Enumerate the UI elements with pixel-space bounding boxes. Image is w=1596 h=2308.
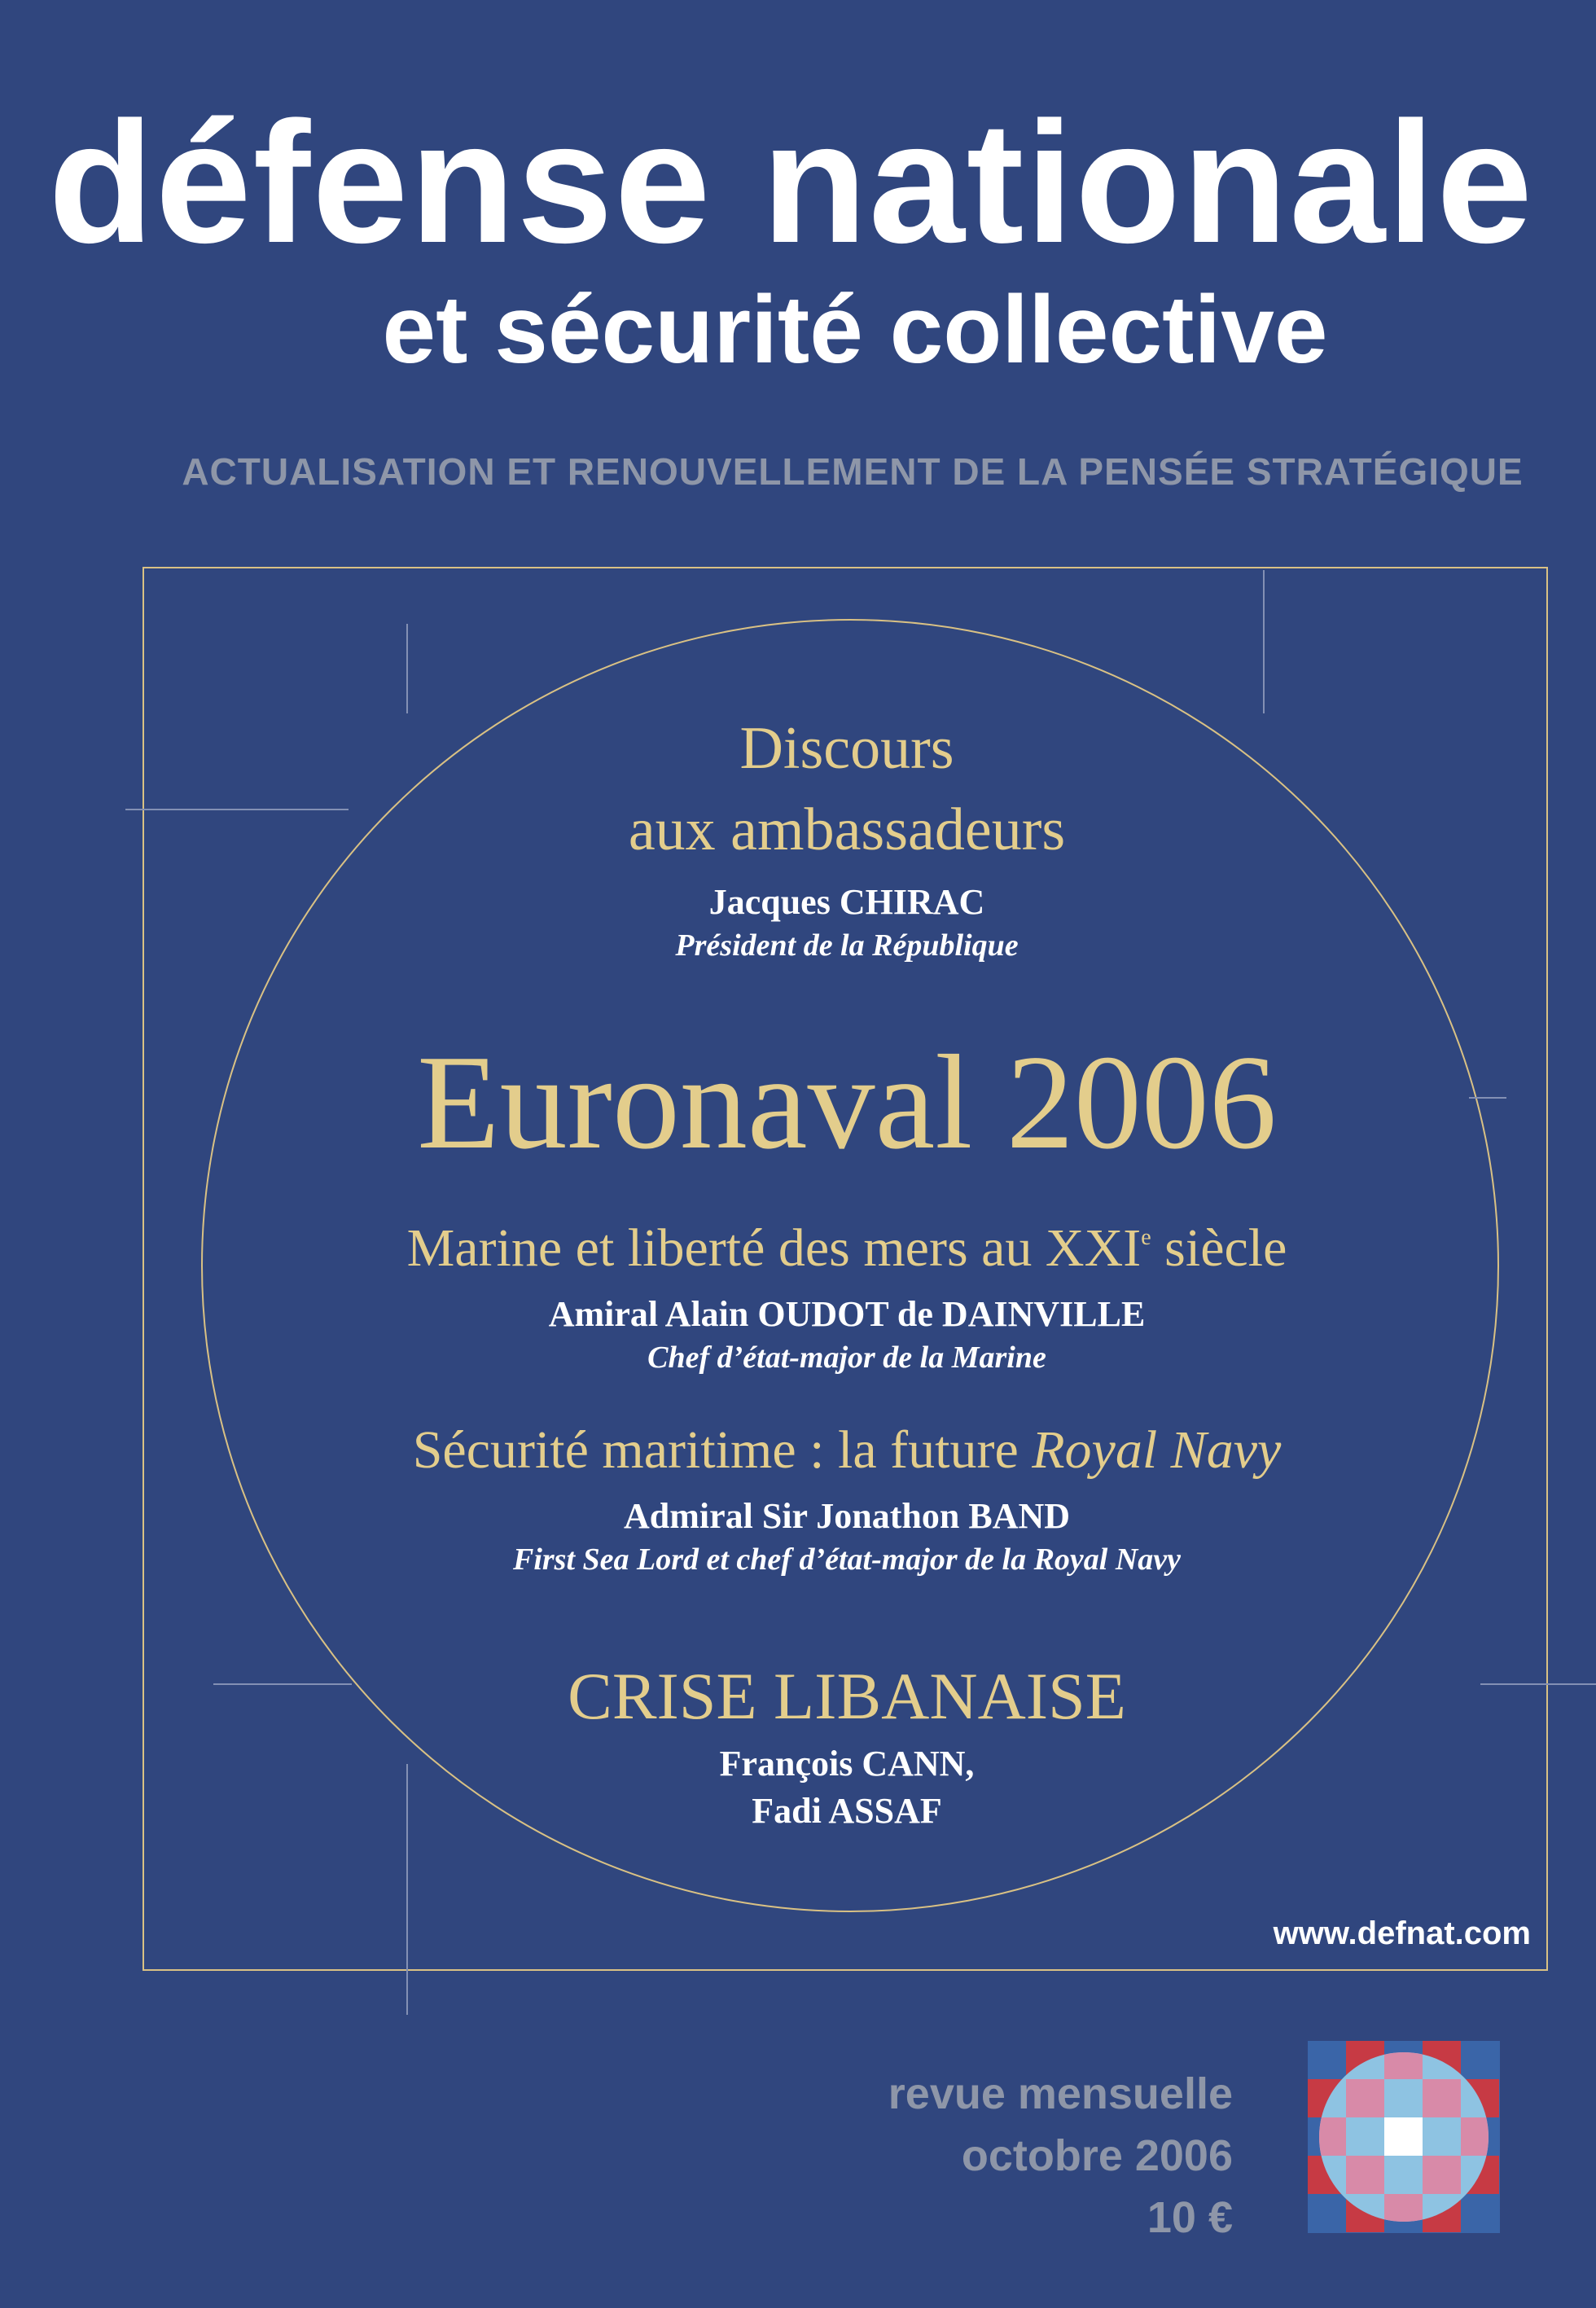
securite-title-prefix: Sécurité maritime : la future <box>412 1420 1033 1480</box>
euronaval-headline: Euronaval 2006 <box>417 1027 1277 1177</box>
discours-title-line1: Discours <box>739 715 954 782</box>
marine-title-sup: e <box>1141 1225 1151 1250</box>
securite-author: Admiral Sir Jonathon BAND <box>623 1496 1071 1536</box>
issue-type: revue mensuelle <box>888 2069 1233 2118</box>
discours-author-role: Président de la République <box>675 928 1019 963</box>
marine-author: Amiral Alain OUDOT de DAINVILLE <box>548 1294 1146 1334</box>
crise-author-assaf: Fadi ASSAF <box>752 1791 942 1831</box>
crise-libanaise-title: CRISE LIBANAISE <box>568 1659 1126 1733</box>
magazine-title: défense nationale <box>48 86 1534 279</box>
securite-article-title <box>0 1420 1596 1480</box>
discours-title-line2: aux ambassadeurs <box>628 796 1066 863</box>
magazine-subtitle: et sécurité collective <box>382 276 1328 384</box>
discours-author: Jacques CHIRAC <box>708 882 985 922</box>
issue-date: octobre 2006 <box>961 2131 1233 2180</box>
marine-author-role: Chef d’état-major de la Marine <box>647 1340 1046 1375</box>
marine-article-title <box>0 1218 1596 1278</box>
magazine-tagline: ACTUALISATION ET RENOUVELLEMENT DE LA PENSÉE STRATÉGIQUE <box>182 450 1524 493</box>
securite-author-role: First Sea Lord et chef d’état-major de la Royal Navy <box>512 1542 1182 1577</box>
issue-price: 10 € <box>1147 2193 1233 2242</box>
crise-author-cann: François CANN, <box>719 1744 975 1784</box>
website-url: www.defnat.com <box>1273 1915 1531 1951</box>
checkerboard-circle-logo-icon <box>1308 2041 1500 2233</box>
securite-title-italic: Royal Navy <box>1032 1420 1282 1480</box>
marine-title-suffix: siècle <box>1151 1218 1287 1278</box>
marine-title-prefix: Marine et liberté des mers au XXI <box>406 1218 1142 1278</box>
